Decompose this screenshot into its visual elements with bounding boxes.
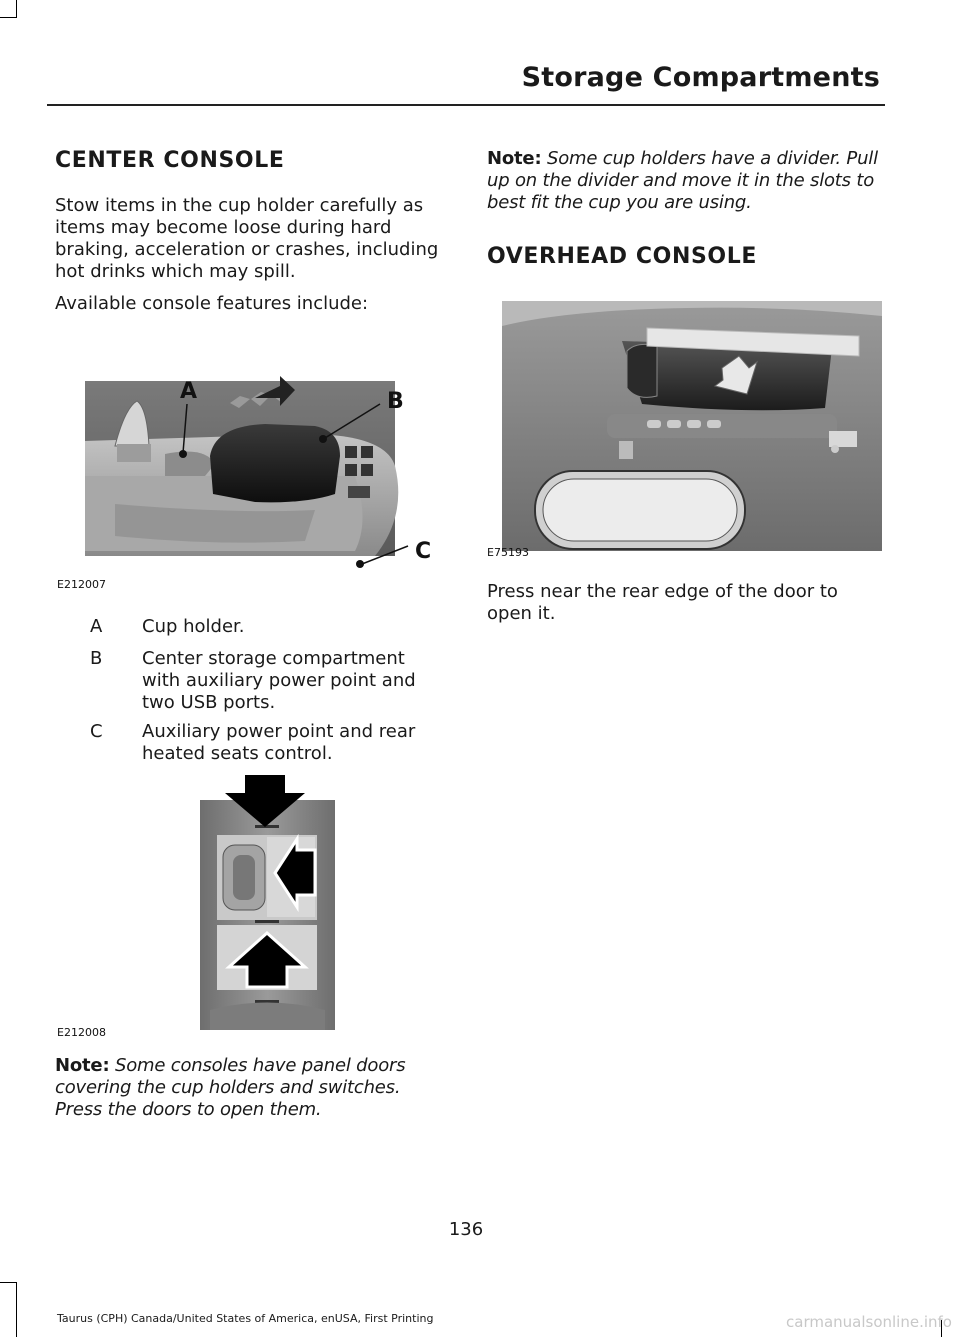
center-console-illustration — [55, 346, 450, 601]
key-item-a — [55, 616, 435, 640]
note-label: Note: — [55, 1055, 110, 1076]
overhead-console-illustration — [487, 296, 882, 553]
note-text: Some cup holders have a divider. Pull up on the divider and move it in the slots to best fit the cup you are using. — [487, 148, 878, 213]
crop-mark — [0, 1282, 17, 1283]
header-divider — [47, 104, 885, 106]
callout-c: C — [415, 539, 432, 564]
watermark: carmanualsonline.info — [786, 1313, 952, 1331]
note-text: Some consoles have panel doors covering the cup holders and switches. Press the doors to open them. — [55, 1055, 406, 1120]
key-text: Cup holder. — [142, 616, 245, 637]
note-label: Note: — [487, 148, 542, 169]
key-letter: C — [90, 721, 103, 742]
key-text: Auxiliary power point and rear heated seats control. — [142, 721, 416, 764]
key-letter: A — [90, 616, 103, 637]
key-text: Center storage compartment with auxiliary power point and two USB ports. — [142, 648, 416, 713]
figure-code: E212008 — [57, 1026, 106, 1039]
center-console-figure — [55, 346, 450, 601]
figure-code: E212007 — [57, 578, 106, 591]
key-item-c — [55, 721, 435, 769]
overhead-instruction: Press near the rear edge of the door to open it. — [487, 581, 838, 624]
page-title: Storage Compartments — [521, 62, 880, 93]
key-letter: B — [90, 648, 103, 669]
consoles-note — [55, 1055, 450, 1121]
center-console-heading: CENTER CONSOLE — [55, 148, 285, 173]
center-console-intro: Stow items in the cup holder carefully as items may become loose during hard braking, acceleration or crashes, including hot drinks which may spill. — [55, 195, 439, 282]
crop-mark — [0, 17, 17, 18]
edition-info: Taurus (CPH) Canada/United States of America, enUSA, First Printing — [57, 1312, 434, 1325]
crop-mark — [16, 0, 17, 18]
divider-note — [487, 148, 885, 214]
figure-code: E75193 — [487, 546, 529, 559]
overhead-console-figure — [487, 296, 882, 553]
console-doors-illustration — [195, 775, 340, 1035]
console-doors-figure — [195, 775, 340, 1035]
key-item-b — [55, 648, 435, 718]
features-intro: Available console features include: — [55, 293, 369, 314]
overhead-console-heading: OVERHEAD CONSOLE — [487, 244, 757, 269]
crop-mark — [16, 1282, 17, 1337]
callout-a: A — [180, 379, 198, 404]
callout-b: B — [387, 389, 404, 414]
page-number: 136 — [448, 1219, 484, 1240]
